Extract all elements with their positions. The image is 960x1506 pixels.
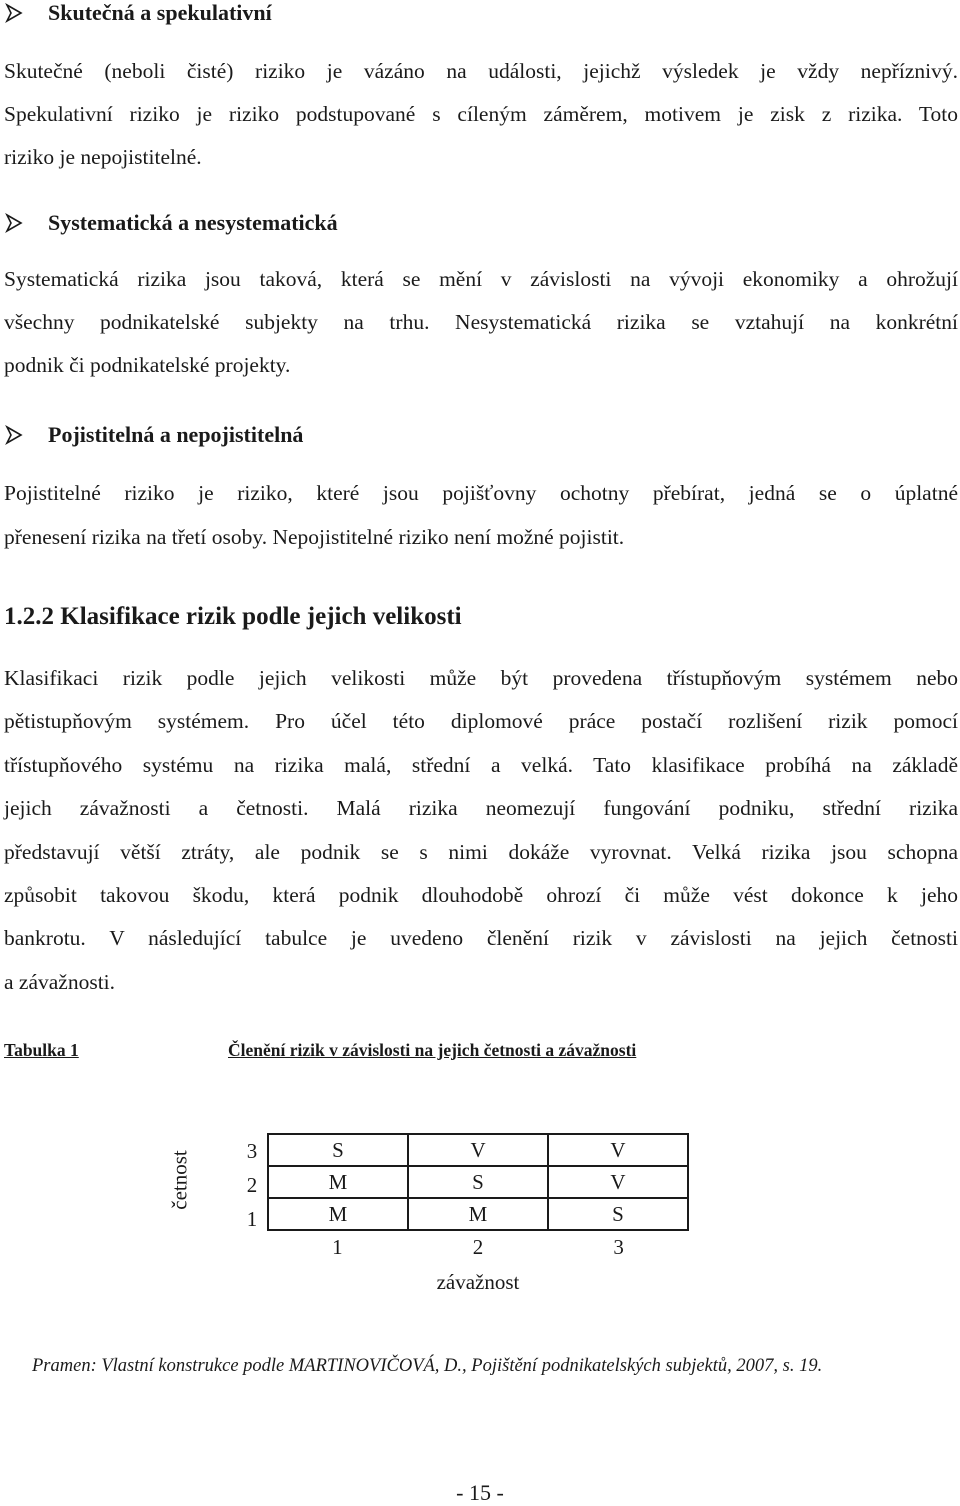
column-label: 3 (613, 1235, 624, 1259)
paragraph-skutecna (4, 50, 958, 179)
section-heading-skutecna (4, 0, 272, 26)
paragraph-line: Pojistitelné riziko je riziko, které jsou pojišťovny ochotny přebírat, jedná se o úplatné (4, 481, 958, 505)
paragraph-line: způsobit takovou škodu, která podnik dlouhodobě ohrozí či může vést dokonce k jeho (4, 883, 958, 908)
paragraph-line: přenesení rizika na třetí osoby. Nepojistitelné riziko není možné pojistit. (4, 525, 625, 549)
heading-text: Pojistitelná a nepojistitelná (48, 422, 304, 447)
heading-text: Skutečná a spekulativní (48, 0, 272, 25)
table-row (268, 1198, 688, 1230)
arrow-bullet-icon (4, 3, 24, 23)
paragraph-line: jejich závažnosti a četnosti. Malá rizika neomezují fungování podniku, střední rizika (4, 796, 958, 821)
paragraph-line: bankrotu. V následující tabulce je uvedeno členění rizik v závislosti na jejich četnosti (4, 926, 958, 951)
table-title: Členění rizik v závislosti na jejich četnosti a závažnosti (228, 1040, 637, 1060)
table-cell: V (548, 1166, 688, 1198)
y-axis-label: četnost (167, 1150, 192, 1210)
risk-matrix-table (267, 1133, 689, 1231)
paragraph-line: Spekulativní riziko je riziko podstupované s cíleným záměrem, motivem je zisk z rizika. Toto (4, 102, 958, 126)
page-number: - 15 - (456, 1480, 504, 1505)
table-row (268, 1134, 688, 1166)
arrow-bullet-icon (4, 425, 24, 445)
paragraph-pojistitelna (4, 471, 958, 559)
table-label: Tabulka 1 (4, 1040, 79, 1060)
table-cell: M (268, 1166, 408, 1198)
row-label-list (240, 1134, 264, 1236)
arrow-bullet-icon (4, 213, 24, 233)
paragraph-systematicka (4, 258, 958, 387)
row-label: 3 (246, 1139, 258, 1163)
table-cell: S (268, 1134, 408, 1166)
row-label: 2 (246, 1173, 258, 1197)
row-label: 1 (246, 1207, 258, 1231)
paragraph-line: všechny podnikatelské subjekty na trhu. Nesystematická rizika se vztahují na konkrétní (4, 310, 958, 334)
table-cell: M (268, 1198, 408, 1230)
paragraph-line: podnik či podnikatelské projekty. (4, 353, 291, 377)
paragraph-klasifikace (4, 657, 958, 1004)
table-row (268, 1166, 688, 1198)
column-label: 1 (332, 1235, 343, 1259)
table-cell: S (548, 1198, 688, 1230)
x-axis-label: závažnost (436, 1270, 520, 1294)
heading-text: Systematická a nesystematická (48, 210, 338, 235)
paragraph-line: Systematická rizika jsou taková, která se mění v závislosti na vývoji ekonomiky a ohrožují (4, 267, 958, 291)
source-note: Pramen: Vlastní konstrukce podle MARTINOVIČOVÁ, D., Pojištění podnikatelských subjektů, 2007, s. 19. (32, 1356, 823, 1376)
paragraph-line: třístupňového systému na rizika malá, střední a velká. Tato klasifikace probíhá na základě (4, 752, 958, 777)
section-heading-pojistitelna (4, 422, 303, 448)
y-axis-label-wrap (160, 1140, 200, 1220)
table-cell: V (548, 1134, 688, 1166)
column-label: 2 (472, 1235, 484, 1259)
paragraph-line: pětistupňovým systémem. Pro účel této diplomové práce postačí rozlišení rizik pomocí (4, 709, 958, 734)
section-heading-systematicka (4, 210, 338, 236)
table-cell: S (408, 1166, 548, 1198)
paragraph-line: představují větší ztráty, ale podnik se s nimi dokáže vyrovnat. Velká rizika jsou schopna (4, 839, 958, 864)
table-cell: M (408, 1198, 548, 1230)
chapter-heading: 1.2.2 Klasifikace rizik podle jejich velikosti (4, 603, 462, 630)
paragraph-line: Klasifikaci rizik podle jejich velikosti může být provedena třístupňovým systémem nebo (4, 666, 958, 690)
paragraph-line: Skutečné (neboli čisté) riziko je vázáno na události, jejichž výsledek je vždy nepříznivý. (4, 59, 958, 83)
column-label-list (267, 1235, 689, 1260)
table-cell: V (408, 1134, 548, 1166)
paragraph-line: a závažnosti. (4, 969, 116, 994)
paragraph-line: riziko je nepojistitelné. (4, 145, 202, 169)
